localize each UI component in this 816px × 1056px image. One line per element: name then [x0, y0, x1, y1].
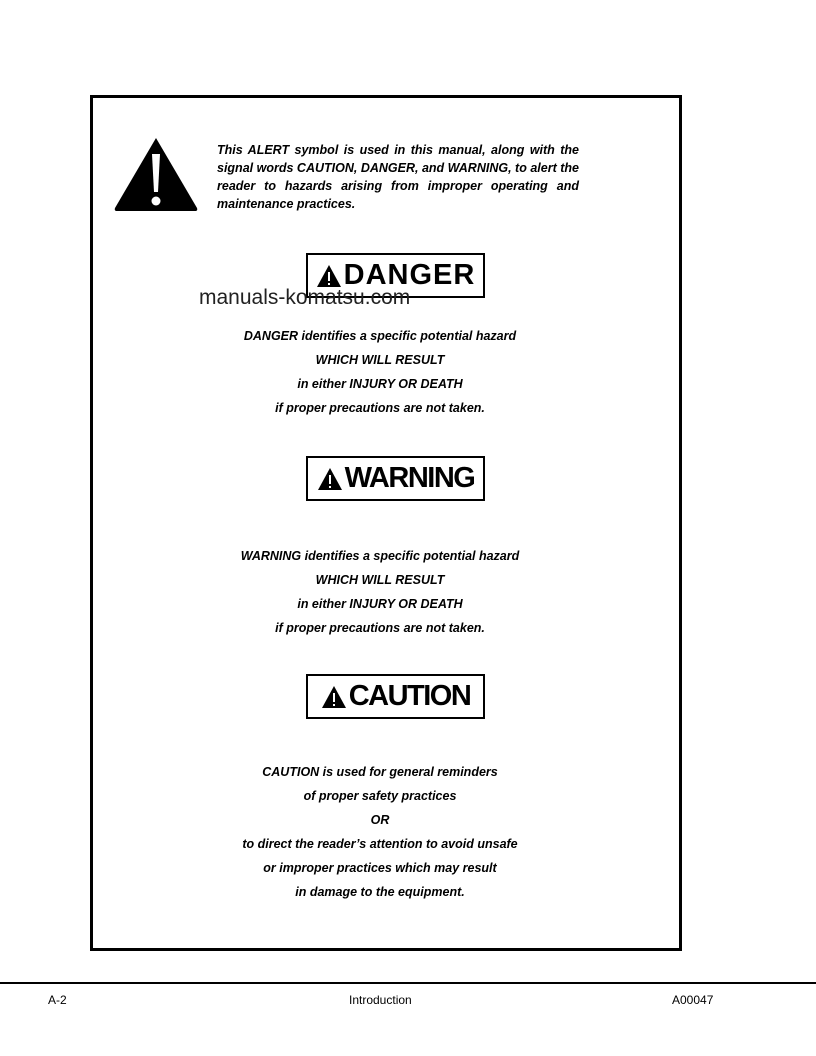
- desc-line: WARNING identifies a specific potential hazard: [240, 549, 520, 563]
- caution-sign: [306, 674, 485, 719]
- alert-intro-text: This ALERT symbol is used in this manual, along with the signal words CAUTION, DANGER, and WARNING, to alert the reader to hazards arising from improper operating and maintenance practices.: [217, 143, 579, 211]
- alert-triangle-icon: [321, 685, 347, 709]
- desc-line: if proper precautions are not taken.: [275, 401, 485, 415]
- desc-line: CAUTION is used for general reminders: [262, 765, 498, 779]
- alert-triangle-icon: [317, 467, 343, 491]
- desc-line: to direct the reader’s attention to avoid unsafe: [242, 837, 518, 851]
- caution-description: [180, 760, 580, 904]
- desc-line: DANGER identifies a specific potential hazard: [243, 329, 517, 343]
- desc-line: OR: [370, 813, 390, 827]
- danger-description: [180, 324, 580, 420]
- warning-label: WARNING: [344, 462, 475, 494]
- desc-line: WHICH WILL RESULT: [315, 353, 445, 367]
- desc-line: if proper precautions are not taken.: [275, 621, 485, 635]
- caution-label: CAUTION: [348, 680, 471, 712]
- desc-line: in either INJURY OR DEATH: [297, 377, 463, 391]
- alert-triangle-icon: [113, 136, 199, 212]
- warning-description: [180, 544, 580, 640]
- desc-line: in either INJURY OR DEATH: [297, 597, 463, 611]
- page-number: A-2: [48, 993, 67, 1007]
- footer-rule: [0, 982, 816, 984]
- desc-line: of proper safety practices: [303, 789, 457, 803]
- desc-line: or improper practices which may result: [263, 861, 497, 875]
- document-code: A00047: [672, 993, 714, 1007]
- section-title: Introduction: [349, 993, 412, 1007]
- warning-sign: [306, 456, 485, 501]
- desc-line: WHICH WILL RESULT: [315, 573, 445, 587]
- alert-triangle-icon: [316, 264, 342, 288]
- watermark: manuals-komatsu.com: [199, 286, 411, 309]
- danger-label: DANGER: [343, 259, 476, 291]
- desc-line: in damage to the equipment.: [295, 885, 465, 899]
